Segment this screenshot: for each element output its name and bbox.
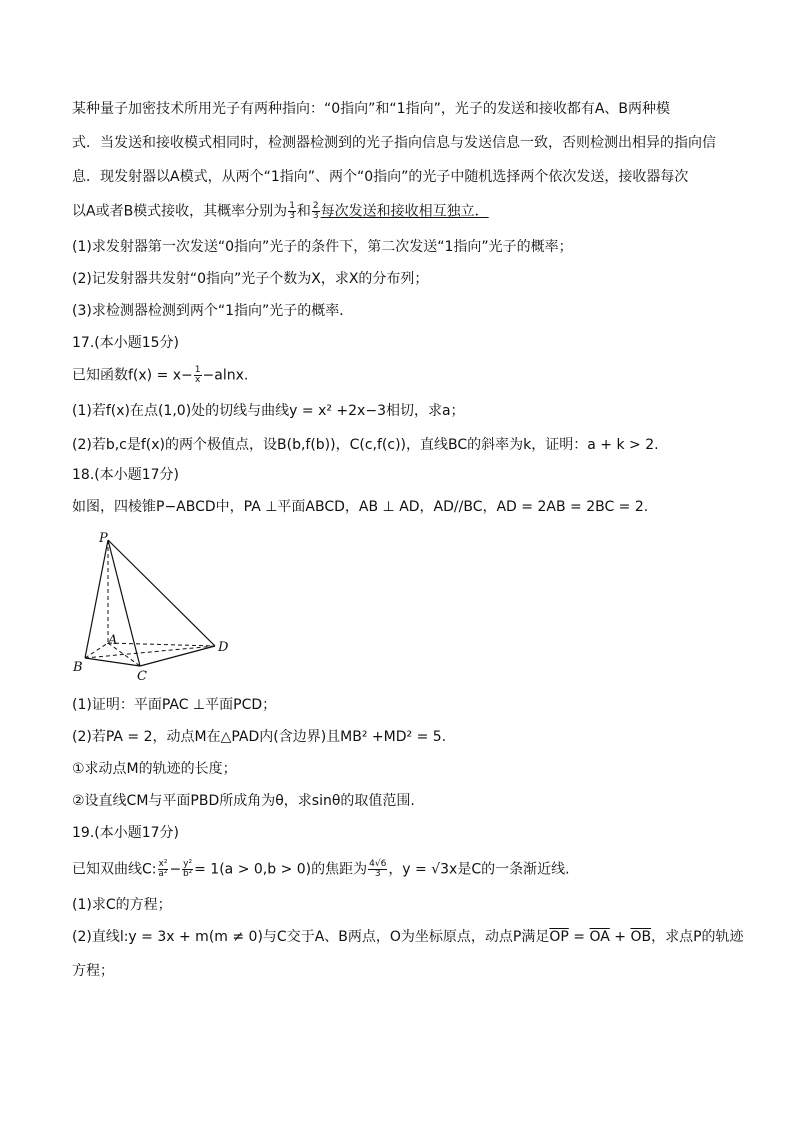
fraction-x2-a2 (158, 860, 169, 879)
edge-PD (108, 540, 215, 646)
p16-q2: (2)记发射器共发射“0指向”光子个数为X，求X的分布列； (72, 271, 429, 287)
edge-AD (108, 643, 215, 646)
p16-line-4-c: 每次发送和接收相互独立． (320, 203, 489, 220)
p17-stem (72, 366, 732, 385)
p17-stem-a: 已知函数f(x) = x− (72, 367, 193, 384)
p16-q1: (1)求发射器第一次发送“0指向”光子的条件下，第二次发送“1指向”光子的概率； (72, 239, 573, 255)
p17-heading: 17.(本小题15分) (72, 335, 180, 351)
vector-OA: $\overline{OA}$ (589, 929, 610, 945)
plus-sign: + (609, 929, 631, 945)
frac-den: b² (182, 869, 193, 879)
label-B: B (73, 660, 83, 675)
p17-q2: (2)若b,c是f(x)的两个极值点，设B(b,f(b))，C(c,f(c))，直线BC的斜率为k，证明：a + k > 2. (72, 437, 659, 453)
vector-OB: $\overline{OB}$ (630, 929, 652, 945)
p17-stem-b: −alnx. (202, 367, 249, 384)
p19-stem-a: 已知双曲线C: (72, 861, 157, 878)
frac-num: 1 (289, 201, 295, 211)
edge-BC (85, 658, 140, 666)
p18-heading: 18.(本小题17分) (72, 467, 180, 483)
p19-q2-b: ，求点P的轨迹 (651, 929, 744, 945)
p19-q2-cont: 方程； (72, 963, 114, 979)
p17-q1: (1)若f(x)在点(1,0)处的切线与曲线y = x² +2x−3相切，求a； (72, 403, 465, 419)
label-D: D (218, 640, 229, 655)
p19-heading: 19.(本小题17分) (72, 825, 180, 841)
p18-q2: (2)若PA = 2，动点M在△PAD内(含边界)且MB² +MD² = 5. (72, 729, 447, 745)
p19-stem-c: ，y = √3x是C的一条渐近线. (388, 861, 570, 878)
p16-line-4 (72, 202, 732, 221)
frac-num: y² (183, 859, 193, 869)
edge-BD (85, 646, 215, 658)
vector-OP: $\overline{OP}$ (549, 929, 569, 945)
frac-num: x² (158, 859, 168, 869)
fraction-1-over-x (194, 366, 202, 385)
fraction-one-third (288, 202, 296, 221)
frac-den: 3 (289, 211, 295, 221)
fraction-focal (368, 860, 387, 879)
frac-den: 3 (312, 211, 319, 221)
edge-AB (85, 643, 108, 658)
frac-num: 1 (194, 365, 201, 375)
p16-line-4-a: 以A或者B模式接收，其概率分别为 (72, 203, 288, 220)
p19-stem (72, 860, 732, 879)
p16-line-3: 息．现发射器以A模式，从两个“1指向”、两个“0指向”的光子中随机选择两个依次发送，接收器每次 (72, 169, 689, 185)
p18-sub1: ①求动点M的轨迹的长度； (72, 761, 237, 777)
p19-stem-b: = 1(a > 0,b > 0)的焦距为 (194, 861, 368, 878)
frac-num: 4√6 (369, 859, 387, 869)
p16-q3: (3)求检测器检测到两个“1指向”光子的概率． (72, 303, 354, 319)
pyramid-figure (70, 528, 240, 684)
p16-line-1: 某种量子加密技术所用光子有两种指向：“0指向”和“1指向”，光子的发送和接收都有A、B两种模 (72, 101, 671, 117)
minus-sign: − (169, 861, 182, 878)
edge-PB (85, 540, 108, 658)
equals-sign: = (568, 929, 590, 945)
p18-stem: 如图，四棱锥P−ABCD中，PA ⊥平面ABCD，AB ⊥ AD，AD//BC，AD = 2AB = 2BC = 2. (72, 499, 649, 515)
p16-line-4-b: 和 (296, 203, 311, 220)
frac-den: x (195, 375, 201, 385)
fraction-two-thirds (312, 202, 320, 221)
p16-line-2: 式．当发送和接收模式相同时，检测器检测到的光子指向信息与发送信息一致，否则检测出相异的指向信 (72, 135, 716, 151)
p19-q2 (72, 928, 744, 946)
p19-q1: (1)求C的方程； (72, 897, 172, 913)
frac-num: 2 (312, 201, 319, 211)
label-C: C (137, 669, 147, 684)
frac-den: a² (158, 869, 168, 879)
fraction-y2-b2 (182, 860, 193, 879)
label-P: P (99, 531, 108, 546)
p18-sub2: ②设直线CM与平面PBD所成角为θ，求sinθ的取值范围. (72, 793, 415, 809)
frac-den: 3 (374, 869, 381, 879)
p19-q2-a: (2)直线l:y = 3x + m(m ≠ 0)与C交于A、B两点，O为坐标原点，动点P满足 (72, 929, 550, 945)
p18-q1: (1)证明：平面PAC ⊥平面PCD； (72, 697, 277, 713)
label-A: A (108, 633, 118, 648)
